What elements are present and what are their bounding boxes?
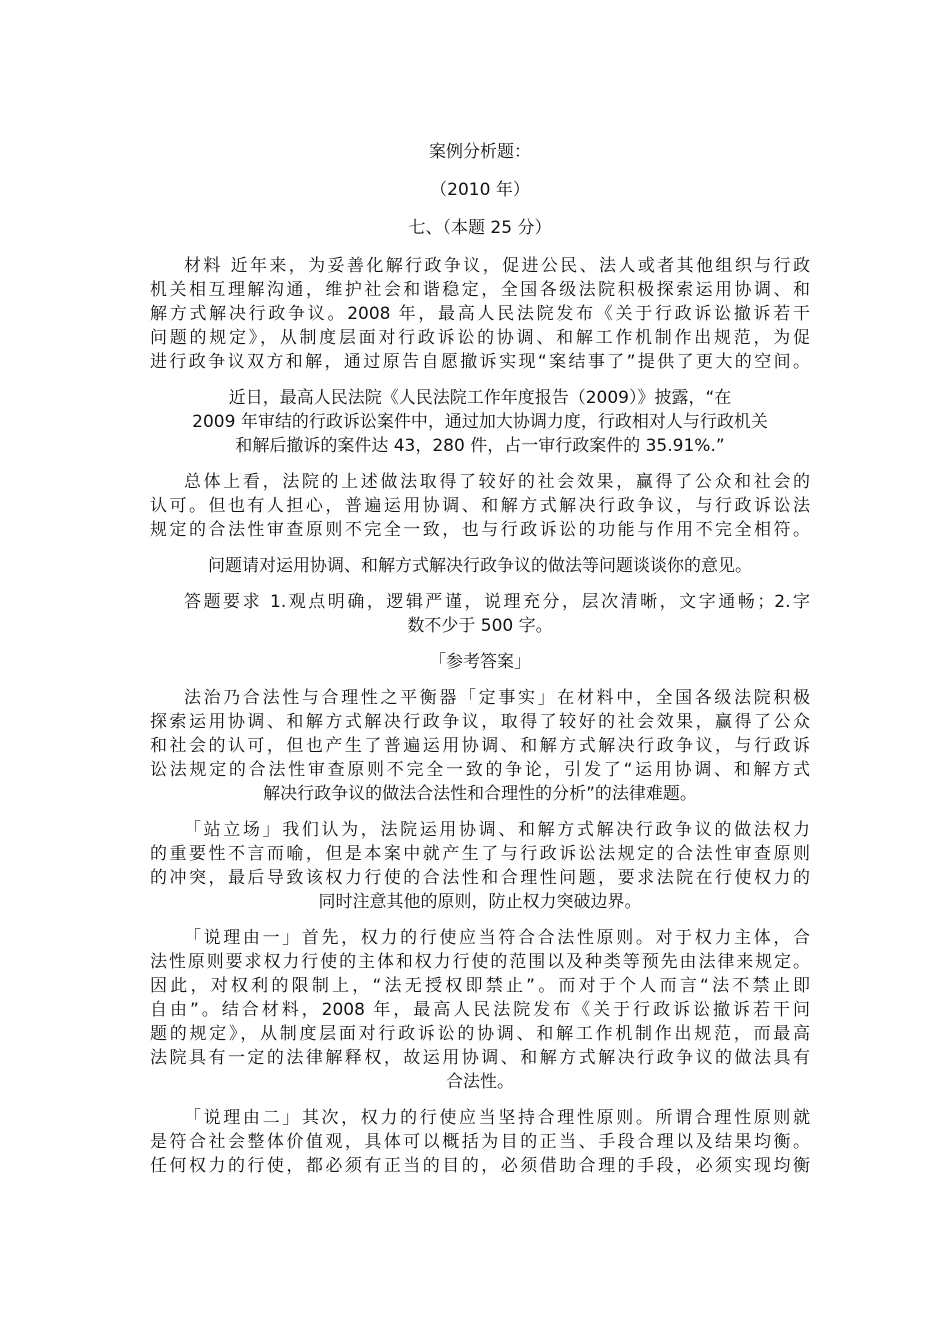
doc-year: （2010 年）: [430, 180, 530, 200]
text-line: 法治乃合法性与合理性之平衡器「定事实」在材料中，全国各级法院积极: [184, 688, 810, 708]
text-line: 2009 年审结的行政诉讼案件中，通过加大协调力度，行政相对人与行政机关: [192, 412, 768, 432]
text-line: 因此，对权利的限制上，“法无授权即禁止”。而对于个人而言“法不禁止即: [150, 976, 810, 996]
text-line: 问题的规定》，从制度层面对行政诉讼的协调、和解工作机制作出规范，为促: [150, 328, 810, 348]
reason-one-paragraph: [150, 926, 810, 1094]
text-line: 解方式解决行政争议。2008 年，最高人民法院发布《关于行政诉讼撤诉若干: [150, 304, 810, 324]
position-paragraph: [150, 818, 810, 914]
material-paragraph: [150, 254, 810, 374]
text-line: 法院具有一定的法律解释权，故运用协调、和解方式解决行政争议的做法具有: [150, 1048, 810, 1068]
text-line: 答题要求 1.观点明确，逻辑严谨，说理充分，层次清晰，文字通畅；2.字: [184, 592, 810, 612]
text-line: 数不少于 500 字。: [407, 616, 553, 636]
text-line: 近日，最高人民法院《人民法院工作年度报告（2009）》披露，“在: [228, 388, 732, 408]
text-line: 材料 近年来，为妥善化解行政争议，促进公民、法人或者其他组织与行政: [184, 256, 810, 276]
text-line: 解决行政争议的做法合法性和合理性的分析”的法律难题。: [263, 784, 697, 804]
text-line: 机关相互理解沟通，维护社会和谐稳定，全国各级法院积极探索运用协调、和: [150, 280, 810, 300]
text-line: 认可。但也有人担心，普遍运用协调、和解方式解决行政争议，与行政诉讼法: [150, 496, 810, 516]
facts-paragraph: [150, 686, 810, 806]
doc-title: 案例分析题：: [429, 142, 531, 162]
text-line: 同时注意其他的原则，防止权力突破边界。: [318, 892, 642, 912]
text-line: 和解后撤诉的案件达 43，280 件，占一审行政案件的 35.91%.”: [235, 436, 725, 456]
text-line: 探索运用协调、和解方式解决行政争议，取得了较好的社会效果，赢得了公众: [150, 712, 810, 732]
reason-two-paragraph: [150, 1106, 810, 1178]
text-line: 讼法规定的合法性审查原则不完全一致的争论，引发了“运用协调、和解方式: [150, 760, 810, 780]
text-line: 总体上看，法院的上述做法取得了较好的社会效果，赢得了公众和社会的: [184, 472, 810, 492]
text-line: 是符合社会整体价值观，具体可以概括为目的正当、手段合理以及结果均衡。: [150, 1132, 810, 1152]
report-paragraph: [150, 386, 810, 458]
text-line: 题的规定》，从制度层面对行政诉讼的协调、和解工作机制作出规范，而最高: [150, 1024, 810, 1044]
text-line: 合法性。: [446, 1072, 514, 1092]
text-line: 的冲突，最后导致该权力行使的合法性和合理性问题，要求法院在行使权力的: [150, 868, 810, 888]
text-line: 规定的合法性审查原则不完全一致，也与行政诉讼的功能与作用不完全相符。: [150, 520, 810, 540]
document-page: [150, 140, 810, 1190]
question-number: 七、（本题 25 分）: [408, 218, 552, 238]
text-line: 的重要性不言而喻，但是本案中就产生了与行政诉讼法规定的合法性审查原则: [150, 844, 810, 864]
text-line: 法性原则要求权力行使的主体和权力行使的范围以及种类等预先由法律来规定。: [150, 952, 810, 972]
answer-heading: 「参考答案」: [429, 652, 531, 672]
text-line: 和社会的认可，但也产生了普遍运用协调、和解方式解决行政争议，与行政诉: [150, 736, 810, 756]
text-line: 任何权力的行使，都必须有正当的目的，必须借助合理的手段，必须实现均衡: [150, 1156, 810, 1176]
text-line: 「站立场」我们认为，法院运用协调、和解方式解决行政争议的做法权力: [184, 820, 810, 840]
requirements-paragraph: [150, 590, 810, 638]
summary-paragraph: [150, 470, 810, 542]
text-line: 问题请对运用协调、和解方式解决行政争议的做法等问题谈谈你的意见。: [208, 556, 752, 576]
question-paragraph: [150, 554, 810, 578]
text-line: 「说理由二」其次，权力的行使应当坚持合理性原则。所谓合理性原则就: [184, 1108, 810, 1128]
text-line: 自由”。结合材料，2008 年，最高人民法院发布《关于行政诉讼撤诉若干问: [150, 1000, 810, 1020]
text-line: 进行政争议双方和解，通过原告自愿撤诉实现“案结事了”提供了更大的空间。: [150, 352, 810, 372]
text-line: 「说理由一」首先，权力的行使应当符合合法性原则。对于权力主体，合: [184, 928, 810, 948]
